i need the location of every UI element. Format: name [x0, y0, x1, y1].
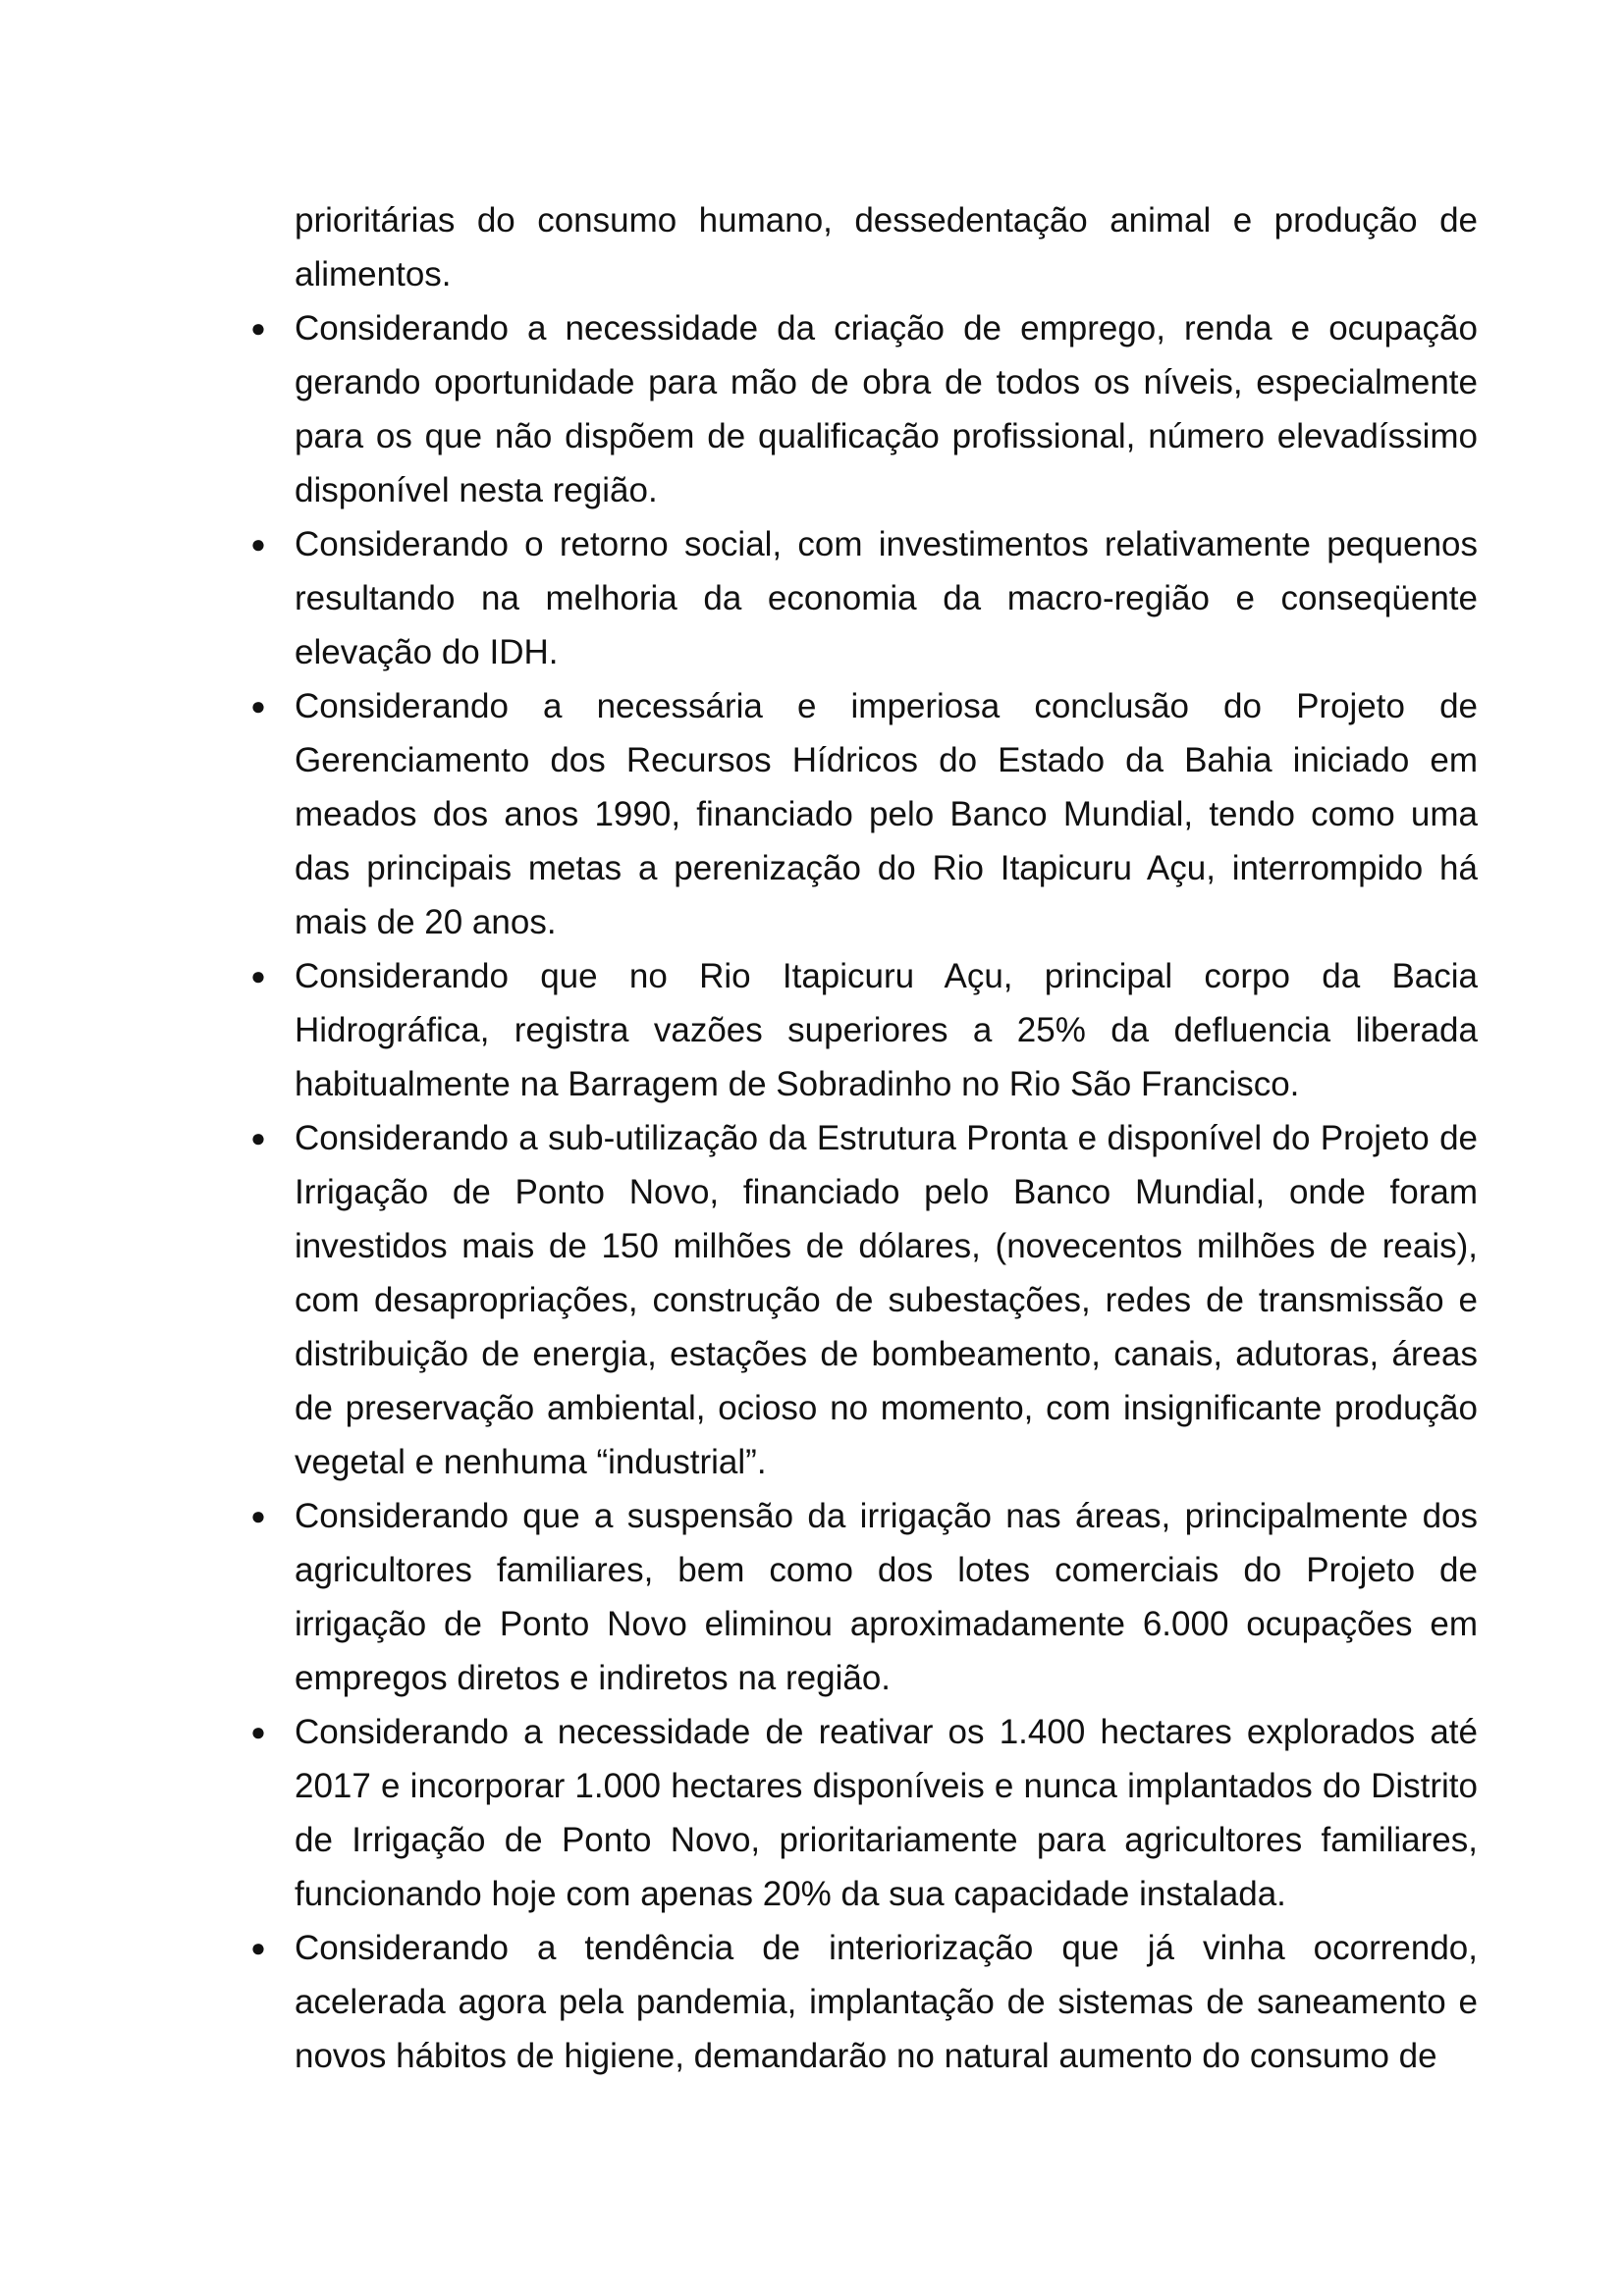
bullet-icon: ●	[250, 1717, 266, 1746]
list-item-text: Considerando que a suspensão da irrigação nas áreas, principalmente dos agricultores familiares, bem como dos lotes comerciais do Projeto de irrigação de Ponto Novo eliminou aproximadamente 6.000 ocupações em empregos diretos e indiretos na região.	[295, 1497, 1478, 1697]
list-item-text: Considerando a necessidade de reativar os 1.400 hectares explorados até 2017 e incorporar 1.000 hectares disponíveis e nunca implantados do Distrito de Irrigação de Ponto Novo, prioritariamente para agricultores familiares, funcionando hoje com apenas 20% da sua capacidade instalada.	[295, 1713, 1478, 1913]
list-item	[250, 517, 1478, 679]
list-item	[250, 679, 1478, 949]
list-item-text: Considerando o retorno social, com investimentos relativamente pequenos resultando na melhoria da economia da macro-região e conseqüente elevação do IDH.	[295, 525, 1478, 671]
list-item	[250, 1489, 1478, 1705]
list-item-text: Considerando a tendência de interiorização que já vinha ocorrendo, acelerada agora pela pandemia, implantação de sistemas de saneamento e novos hábitos de higiene, demandarão no natural aumento do consumo de	[295, 1929, 1478, 2075]
list-item-text: Considerando a necessidade da criação de emprego, renda e ocupação gerando oportunidade para mão de obra de todos os níveis, especialmente para os que não dispõem de qualificação profissional, número elevadíssimo disponível nesta região.	[295, 309, 1478, 509]
bullet-icon: ●	[250, 961, 266, 990]
continuation-paragraph: prioritárias do consumo humano, dessedentação animal e produção de alimentos.	[295, 201, 1478, 294]
list-item	[250, 301, 1478, 517]
list-item-text: Considerando a sub-utilização da Estrutura Pronta e disponível do Projeto de Irrigação de Ponto Novo, financiado pelo Banco Mundial, onde foram investidos mais de 150 milhões de dólares, (novecentos milhões de reais), com desapropriações, construção de subestações, redes de transmissão e distribuição de energia, estações de bombeamento, canais, adutoras, áreas de preservação ambiental, ocioso no momento, com insignificante produção vegetal e nenhuma “industrial”.	[295, 1119, 1478, 1481]
list-item	[250, 1111, 1478, 1489]
bullet-icon: ●	[250, 1501, 266, 1530]
bullet-icon: ●	[250, 313, 266, 343]
document-body	[250, 193, 1478, 2083]
list-item	[250, 1921, 1478, 2083]
list-item-text: Considerando que no Rio Itapicuru Açu, principal corpo da Bacia Hidrográfica, registra vazões superiores a 25% da defluencia liberada habitualmente na Barragem de Sobradinho no Rio São Francisco.	[295, 957, 1478, 1103]
bullet-icon: ●	[250, 529, 266, 559]
bullet-icon: ●	[250, 1933, 266, 1962]
list-item	[250, 1705, 1478, 1921]
list-item	[250, 949, 1478, 1111]
bullet-icon: ●	[250, 691, 266, 721]
bullet-icon: ●	[250, 1123, 266, 1152]
list-item-text: Considerando a necessária e imperiosa conclusão do Projeto de Gerenciamento dos Recursos Hídricos do Estado da Bahia iniciado em meados dos anos 1990, financiado pelo Banco Mundial, tendo como uma das principais metas a perenização do Rio Itapicuru Açu, interrompido há mais de 20 anos.	[295, 687, 1478, 941]
